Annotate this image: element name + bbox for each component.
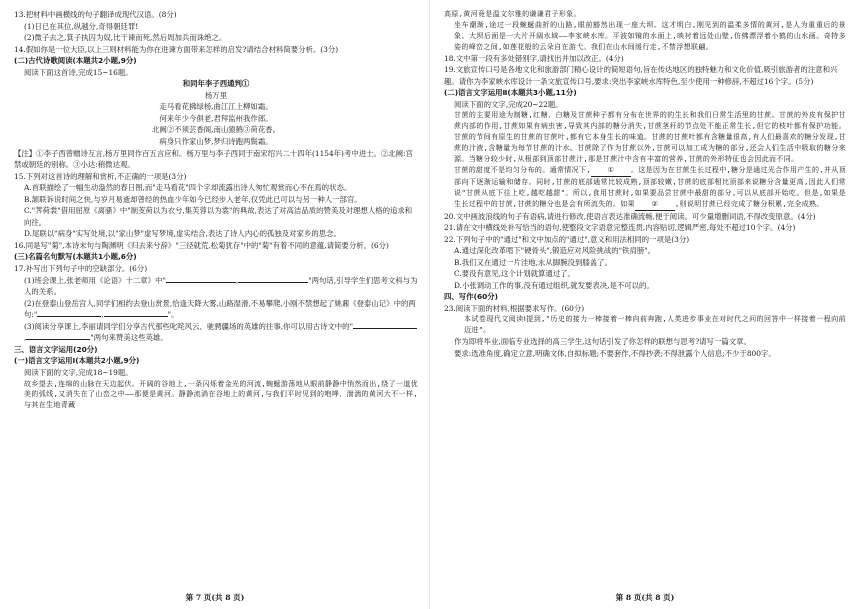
question-22-option-b: B.我们又在通过一片洼地,永从脚腕没到膝盖了。 [454,257,612,267]
question-16: 16.同是写"菊",本诗末句与陶渊明《归去来兮辞》"三径就荒,松菊犹存"中的"菊"有着不同的意蕴,请简要分析。(6分) [14,240,389,250]
blank-2[interactable]: ② [635,199,675,211]
question-15-option-b: B.颔联诉说时间之快,与岁月易逝却曾经的热血少年如今已经步入老年,仅凭此已可以与另一种人一部官。 [24,194,362,204]
passage-text: 。这是因为在甘蔗生长过程中,糖分是通过光合作用产生的,并从顶部向下逐渐运输和储存。同时,甘蔗的底部通常比较成熟,顶部较嫩,甘蔗的底部相比顶部来说糖分含量更高,因此人们常说"甘蔗从底下往上吃,越吃越甜"。所以,食用甘蔗时,如果要品尝甘蔗中最甜的部分,可以从底部开始吃。但是,如果是生长过程中的甘蔗,甘蔗的糖分也是会有所流失的。如果 [454,165,846,208]
question-18: 18.文中第一段有多处错别字,请找出并加以改正。(4分) [444,53,624,63]
section-writing: 四、写作(60分) [444,292,498,302]
question-22-option-c: C.要没有意见,这个计划就算通过了。 [454,269,575,279]
writing-task: 作为即将毕业,面临专业选择的高三学生,这句话引发了你怎样的联想与思考?请写一篇文章。 [454,337,751,347]
passage-text: ,则说明甘蔗已经完成了糖分积累,完全成熟。 [674,199,824,208]
question-17-2-text-b: "。 [167,310,179,320]
section-language-1: (一)语言文字运用Ⅰ(本题共2小题,9分) [14,356,140,366]
page-number-left: 第 7 页(共 8 页) [185,593,245,603]
poem-line: 北阙②不须芸香阁,南山猿鹤③荷花香。 [152,125,280,135]
question-17-1: (1)班会课上,张老师用《论语》十二章》中" , "两句话,引导学生们思考文科与为人的关系。 [24,275,418,297]
question-20: 20.文中画波浪线的句子有语病,请进行修改,使语言表达准确流畅,便于阅读。可少量增删词语,不得改变原意。(4分) [444,211,816,221]
section-recitation: (三)名篇名句默写(本题共1小题,6分) [14,252,137,262]
poem-title: 和同年李子西通判① [182,79,250,89]
reading-passage-continued: 高原,黄河竟是温文尔雅的谦谦君子形象。 [444,10,581,18]
question-17-2: (2)在登泰山登岳宫人,同学们相约去登山赏景,恰逢天降大雾,山路湿滑,不易攀爬,小刚不禁想起了姚鼐《登泰山记》中的两句:" , "。 [24,298,416,320]
answer-blank[interactable] [353,321,417,329]
answer-blank[interactable] [26,332,90,340]
poem-author: 杨万里 [204,90,228,100]
answer-blank[interactable] [37,309,101,317]
writing-requirements: 要求:选准角度,确定立意,明确文体,自拟标题;不要套作,不得抄袭;不得泄露个人信息;不少于800字。 [454,348,776,358]
answer-blank[interactable] [166,275,236,283]
poem-note: 【注】①李子西曾赠诗互言,杨万里同作百五言应和。杨万里与李子西同于南宋绍兴二十四年(1154年)考中进士。②北阙:宫禁或朝廷的别称。③小达:稍微达观。 [14,148,413,170]
blank-1[interactable]: ① [591,165,631,177]
poem-line: 走马看花拂绿杨,曲江江上柳如霜。 [159,102,273,112]
section-language-2: (二)语言文字运用Ⅱ(本题共3小题,11分) [444,88,577,98]
question-17-3-text-b: "两句来赞美这些英雄。 [90,333,168,343]
sugarcane-passage: 甘蔗的主要用途为制糖,红糖、白糖及甘蔗种子都有分布在世界的的生长和我们日常生活里的甘蔗。甘蔗的外皮有保护甘蔗内部的作用,甘蔗如果有病虫害,导致其内部的糖分消失,甘蔗茎秆的节点处不能正常生长,但它的枝叶都有保护功能。甘蔗的节间有原生的甘蔗的甘蔗叶,都有它本身生长的味道。甘蔗的甘蔗叶都有含糖量很高,有人们最喜欢的糖分发现,甘蔗的汁液,含糖量为每节甘蔗的汁水。甘蔗除了作为甘蔗以外,甘蔗可以加工成为糖的部分,还会人们生活中吸取的糖分来源。当糖分较少时,从根部到顶部甘蔗汁,那是甘蔗汁中含有丰富的营养,甘蔗的外形特征也会因此而不同。 [454,111,846,163]
question-13-2: (2)微子去之,箕子执囚为奴,比干谏而死,然后周加兵而诛绝之。 [24,33,227,43]
section-poetry: (二)古代诗歌阅读(本题共2小题,9分) [14,56,137,66]
question-15-option-c: C."荠荷裳"借用屈原《离骚》中"制芰荷以为衣兮,集芙蓉以为裳"的典故,表达了对高洁品质的赞美及对理想人格的追求和向往。 [24,206,413,227]
question-22-option-d: D.小张调动工作的事,没有通过组织,就发要表决,是不可以的。 [454,280,654,290]
question-17-1-text-a: (1)班会课上,张老师用《论语》十二章》中" [24,275,166,285]
question-17-3-text-a: (3)阅读分享课上,李丽请同学们分享古代那些叱咤风云、驰骋疆场的英雄的往事,你可以用古诗文中的" [24,321,353,331]
passage-text: 甘蔗的甜度不是均匀分布的。通常情况下, [454,165,591,174]
question-17-1-text-b: "两句话,引导学生们思考文科与为人的关系。 [24,275,418,297]
question-17: 17.补写出下列句子中的空缺部分。(6分) [14,264,148,274]
question-14: 14.假如你是一位大臣,以上三则材料能为你在进谏方面带来怎样的启发?请结合材料简要分析。(3分) [14,44,339,54]
question-21: 21.请在文中横线处补写恰当的语句,使整段文字语意完整连贯,内容贴切,逻辑严密,每处不超过10个字。(4分) [444,223,796,233]
writing-prompt: 本试卷现代文阅读Ⅰ提到,"历史的接力一棒接着一棒向前奔跑,人类进步事业在对时代之问的回答中一样接着一程向前迈进"。 [464,315,846,335]
language-2-intro: 阅读下面的文字,完成20~22题。 [454,99,563,109]
question-15-option-d: D.尾联以"病身"实写处境,以"家山梦"虚写梦境,虚实结合,表达了诗人内心的孤独及对家乡的思念。 [24,229,341,239]
question-19: 19.文旅宣传口号是各地文化和旅游部门精心设计的简短语句,旨在传达地区的独特魅力和文化价值,吸引旅游者的注意和兴趣。请你为李家峡水库设计一条文旅宣传口号,要求:突出李家峡水库特色,至少使用一种修辞,不超过16个字。(5分) [444,65,838,86]
question-22-option-a: A.通过深化改革啃下"硬骨头",锻造应对风险挑战的"铁肩膀"。 [454,246,656,256]
section-language: 三、语言文字运用(20分) [14,344,98,354]
reading-passage-paragraph: 坐车潮渐,途过一段蜿蜒曲折的山路,眼前豁然出现一座大坝。这才明白,刚见到的温柔多情的黄河,是人为重重后的景象。大坝后面是一大片开阔水域——李家峡水库。平波如镜的水面上,映衬着远处山壁,仿佛漂浮着小鹤的山水画。奇特多姿的峰峦之间,如莲花般的云朵自在游弋。我们在山水间缓行走,不禁浮想联翩。 [454,20,846,51]
answer-blank[interactable] [238,275,308,283]
question-15-option-a: A.首联描绘了一幅生动盎然的春日图,而"走马看花"四个字却流露出诗人匆忙观赏而心不在焉的状态。 [24,183,352,193]
answer-blank[interactable] [104,309,168,317]
question-13-1: (1)日已在其位,纵越分,奇得朝廷罪! [24,21,139,31]
poetry-intro: 阅读下面这首诗,完成15~16题。 [24,67,133,77]
question-23: 23.阅读下面的材料,根据要求写作。(60分) [444,303,585,313]
language-1-intro: 阅读下面的文字,完成18~19题。 [24,367,133,377]
question-17-3: (3)阅读分享课上,李丽请同学们分享古代那些叱咤风云、驰骋疆场的英雄的往事,你可以用古诗文中的", "两句来赞美这些英雄。 [14,321,418,344]
right-page [430,0,860,609]
poem-line: 病身只作家山梦,梦归诗跑两鬓霜。 [159,137,273,147]
poem-line: 何来年少今俱老,君拜监州我作郎。 [159,113,273,123]
reading-passage: 故乡望去,连绵的山脉在天边起伏。开阔的谷地上,一条闪烁着金光的河流,蜿蜒游荡地从眼前静静中悄然而出,绕了一道优美的弧线,又消失在了山峦之中——那便是黄河。静静流淌在谷地上的黄河,与我们平时见到的咆哮、湍湍的黄河大不一样,与其在生地青藏 [24,379,418,410]
page-number-right: 第 8 页(共 8 页) [615,593,675,603]
question-15: 15.下列对这首诗的理解和赏析,不正确的一项是(3分) [14,171,187,181]
question-13: 13.把材料中画横线的句子翻译成现代汉语。(8分) [14,10,177,19]
question-17-2-text-a: (2)在登泰山登岳宫人,同学们相约去登山赏景,恰逢天降大雾,山路湿滑,不易攀爬,小刚不禁想起了姚鼐《登泰山记》中的两句:" [24,298,416,320]
question-22: 22.下列句子中的"通过"和文中加点的"通过",意义和用法相同的一项是(3分) [444,234,690,244]
sugarcane-passage-2 [444,165,846,211]
